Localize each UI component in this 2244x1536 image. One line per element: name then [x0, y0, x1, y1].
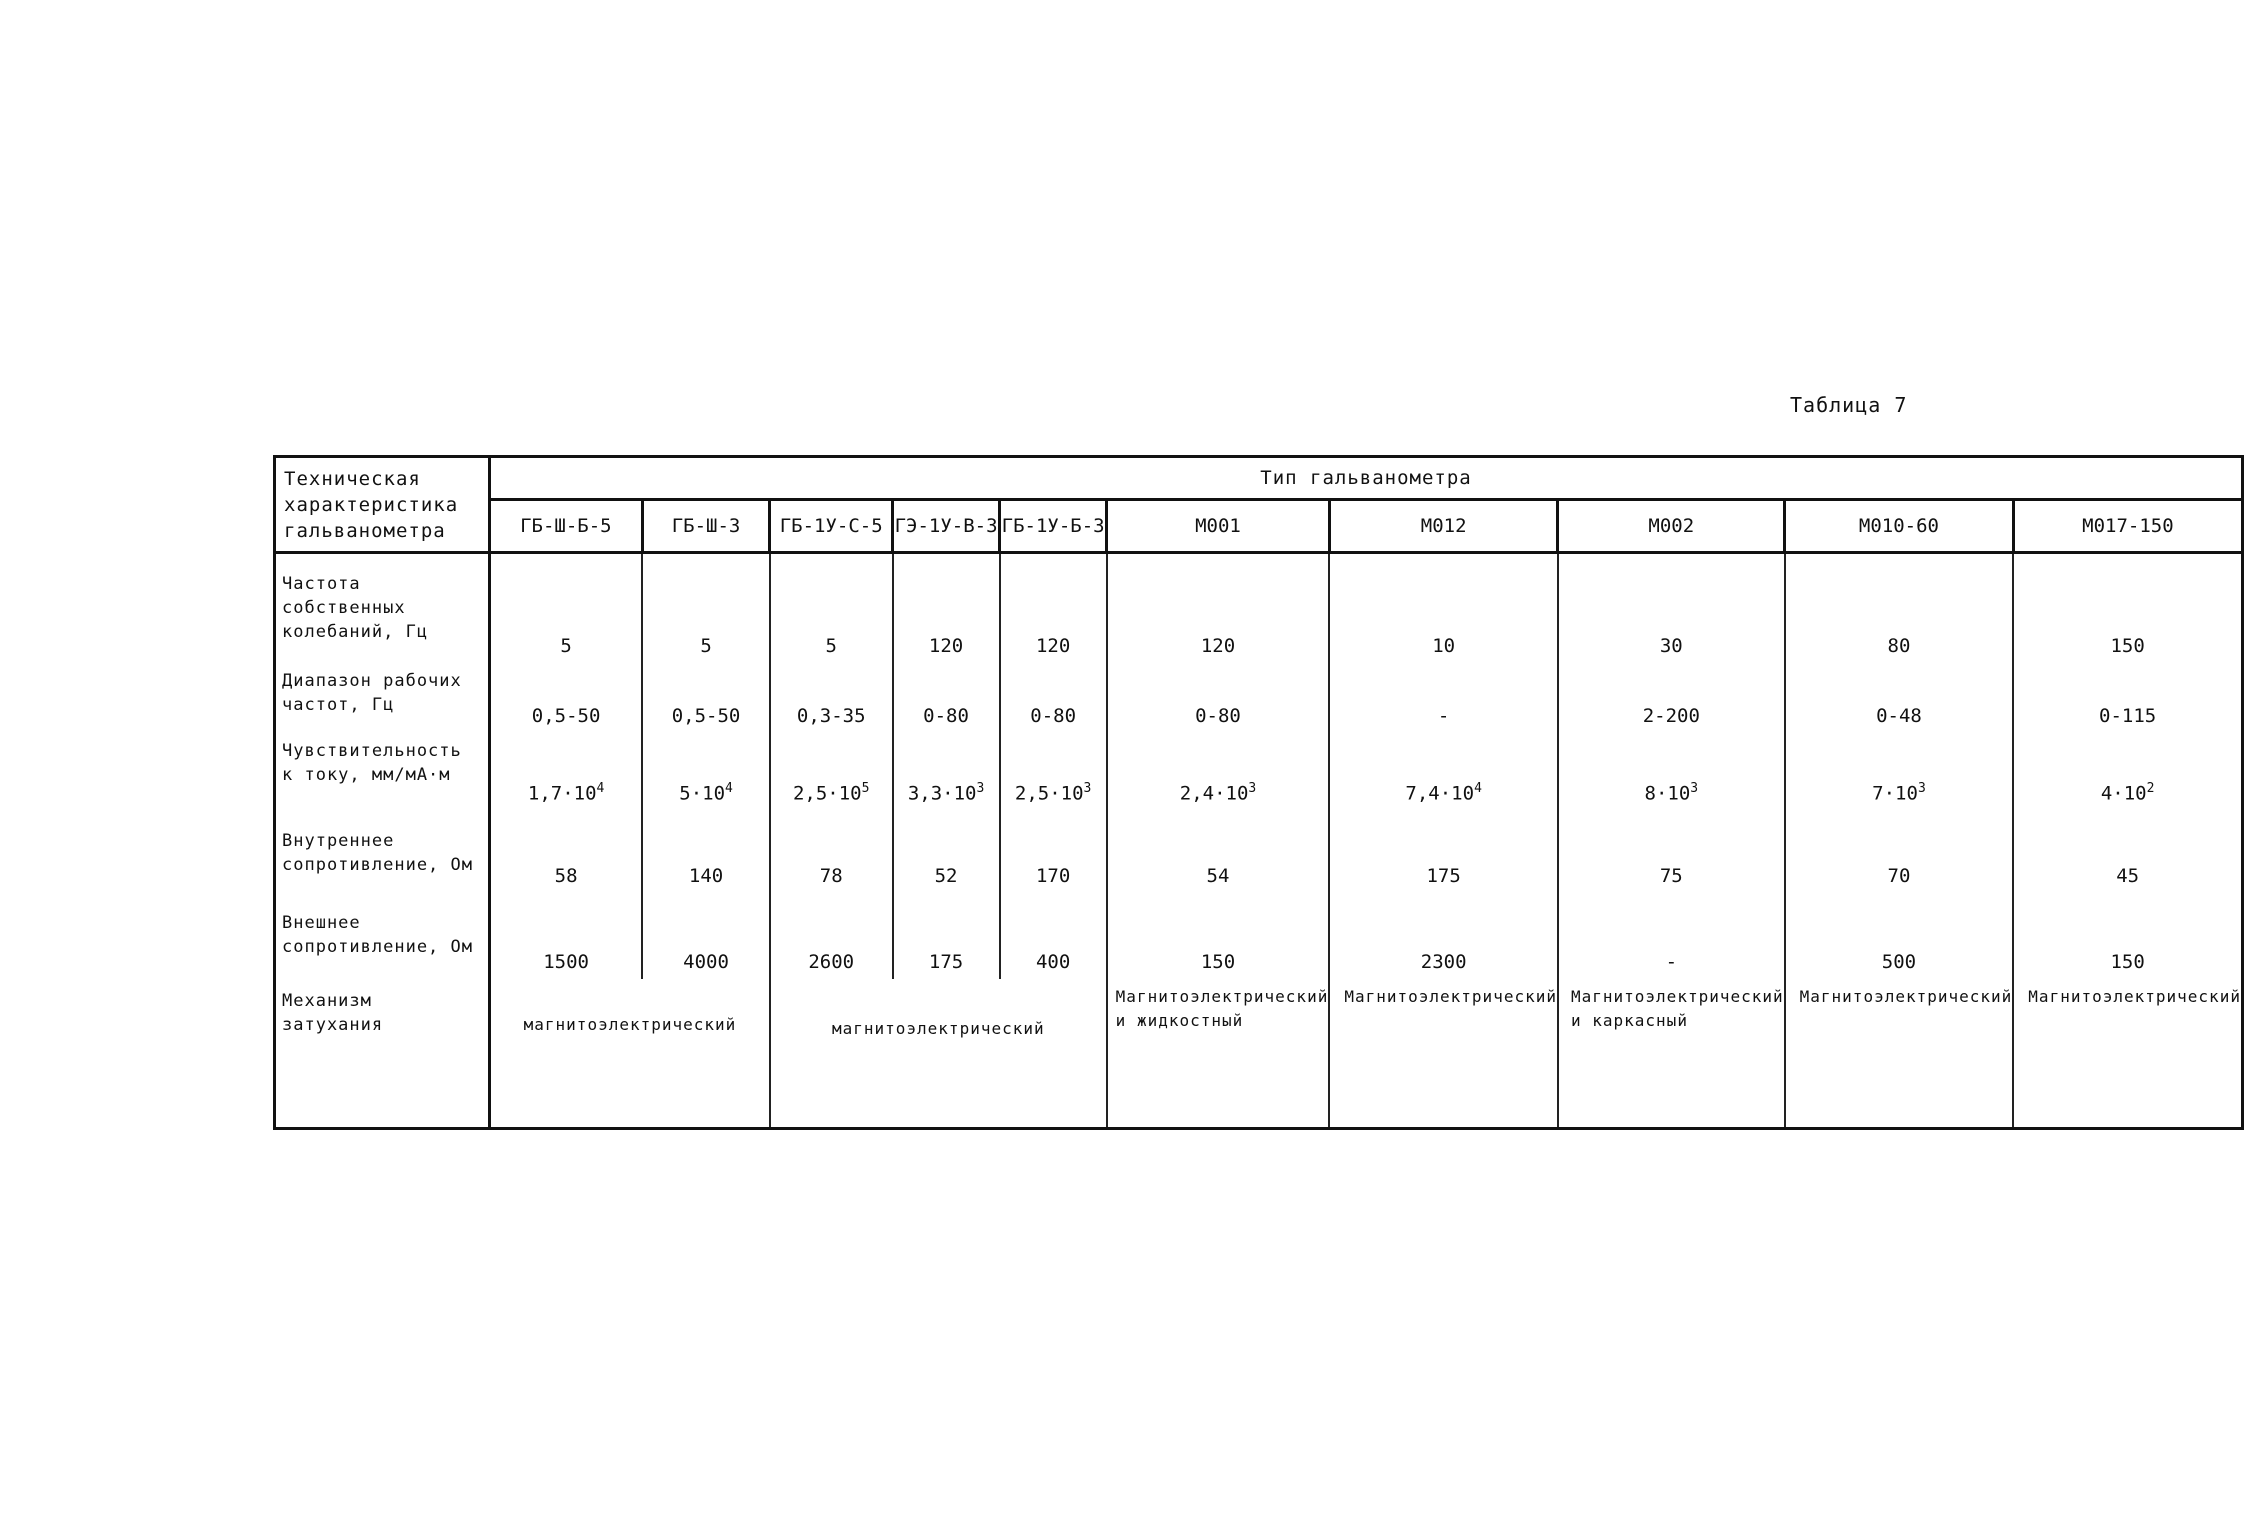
table-cell: 120 [1000, 553, 1107, 663]
table-cell: 52 [893, 811, 1000, 893]
table-cell: 150 [1107, 893, 1330, 979]
table-cell: 140 [642, 811, 770, 893]
table-row [275, 553, 2243, 663]
row-label: Диапазон рабочих частот, Гц [275, 663, 490, 733]
table-cell: 0,5-50 [642, 663, 770, 733]
table-cell: 30 [1558, 553, 1785, 663]
row-label: Внутреннее сопротивление, Ом [275, 811, 490, 893]
table-cell: 78 [770, 811, 893, 893]
table-cell: $4\cdot 10^2$ [2013, 733, 2242, 811]
table-cell: 70 [1785, 811, 2014, 893]
table-cell: 150 [2013, 553, 2242, 663]
type-header: М017-150 [2013, 500, 2242, 553]
table-cell: 0,5-50 [531, 704, 601, 727]
table-cell: - [1329, 663, 1558, 733]
row-label: Механизм затухания [275, 979, 490, 1129]
table-cell: $3,3\cdot 10^3$ [893, 733, 1000, 811]
table-cell: 0-80 [893, 663, 1000, 733]
table-cell: 10 [1329, 553, 1558, 663]
table-cell: 45 [2013, 811, 2242, 893]
table-cell: Магнитоэлектрический и жидкостный [1107, 979, 1330, 1129]
table-cell: 150 [2013, 893, 2242, 979]
table-cell: 500 [1785, 893, 2014, 979]
type-header: М002 [1558, 500, 1785, 553]
table-cell: 54 [1107, 811, 1330, 893]
table-cell: магнитоэлектрический [770, 979, 1107, 1129]
table-row [275, 733, 2243, 811]
table-cell: $7,4\cdot 10^4$ [1329, 733, 1558, 811]
table-cell: магнитоэлектрический [490, 979, 770, 1129]
table-cell: 170 [1000, 811, 1107, 893]
table-cell: Магнитоэлектрический [1329, 979, 1558, 1129]
type-header: М010-60 [1785, 500, 2014, 553]
galvanometer-table-container [273, 455, 2244, 1130]
type-header: М012 [1329, 500, 1558, 553]
row-label: Частота собственных колебаний, Гц [275, 553, 490, 663]
type-header: ГЭ-1У-В-3 [893, 500, 1000, 553]
table-cell: 175 [1329, 811, 1558, 893]
type-header: М001 [1107, 500, 1330, 553]
table-cell: 5 [770, 553, 893, 663]
table-cell: $2,5\cdot 10^5$ [770, 733, 893, 811]
characteristic-header: Техническая характеристика гальванометра [275, 457, 490, 553]
table-cell: 2300 [1329, 893, 1558, 979]
table-cell: 0-80 [1000, 663, 1107, 733]
table-cell: - [1558, 893, 1785, 979]
table-cell: 2-200 [1558, 663, 1785, 733]
row-label: Внешнее сопротивление, Ом [275, 893, 490, 979]
table-cell: Магнитоэлектрический и каркасный [1558, 979, 1785, 1129]
table-row [275, 893, 2243, 979]
table-caption: Таблица 7 [1790, 393, 1908, 417]
table-cell: 75 [1558, 811, 1785, 893]
type-group-header: Тип гальванометра [490, 457, 2243, 500]
table-cell: $1,7\cdot 10^4$ [527, 781, 605, 805]
table-cell: $5\cdot 10^4$ [642, 733, 770, 811]
type-header: ГБ-Ш-Б-5 [490, 500, 643, 553]
table-cell: 5 [642, 553, 770, 663]
table-cell: 58 [554, 864, 578, 887]
table-cell: 1500 [543, 950, 589, 973]
table-cell: 0-115 [2013, 663, 2242, 733]
table-row [275, 811, 2243, 893]
table-cell: 5 [560, 634, 572, 657]
table-cell: 2600 [770, 893, 893, 979]
table-row [275, 979, 2243, 1129]
table-row [275, 663, 2243, 733]
table-cell: Магнитоэлектрический [1785, 979, 2014, 1129]
type-header: ГБ-1У-С-5 [770, 500, 893, 553]
table-cell: 400 [1000, 893, 1107, 979]
table-cell: 120 [1107, 553, 1330, 663]
row-label: Чувствительность к току, мм/мА·м [275, 733, 490, 811]
table-cell: Магнитоэлектрический [2013, 979, 2242, 1129]
type-header: ГБ-1У-Б-3 [1000, 500, 1107, 553]
table-cell: $8\cdot 10^3$ [1558, 733, 1785, 811]
table-cell: $7\cdot 10^3$ [1785, 733, 2014, 811]
table-cell: 175 [893, 893, 1000, 979]
table-cell: 120 [893, 553, 1000, 663]
table-cell: 80 [1785, 553, 2014, 663]
type-header: ГБ-Ш-3 [642, 500, 770, 553]
galvanometer-table [273, 455, 2244, 1130]
table-cell: 0-48 [1785, 663, 2014, 733]
table-cell: 4000 [642, 893, 770, 979]
table-cell: 0,3-35 [770, 663, 893, 733]
table-cell: $2,4\cdot 10^3$ [1107, 733, 1330, 811]
table-cell: $2,5\cdot 10^3$ [1000, 733, 1107, 811]
table-cell: 0-80 [1107, 663, 1330, 733]
